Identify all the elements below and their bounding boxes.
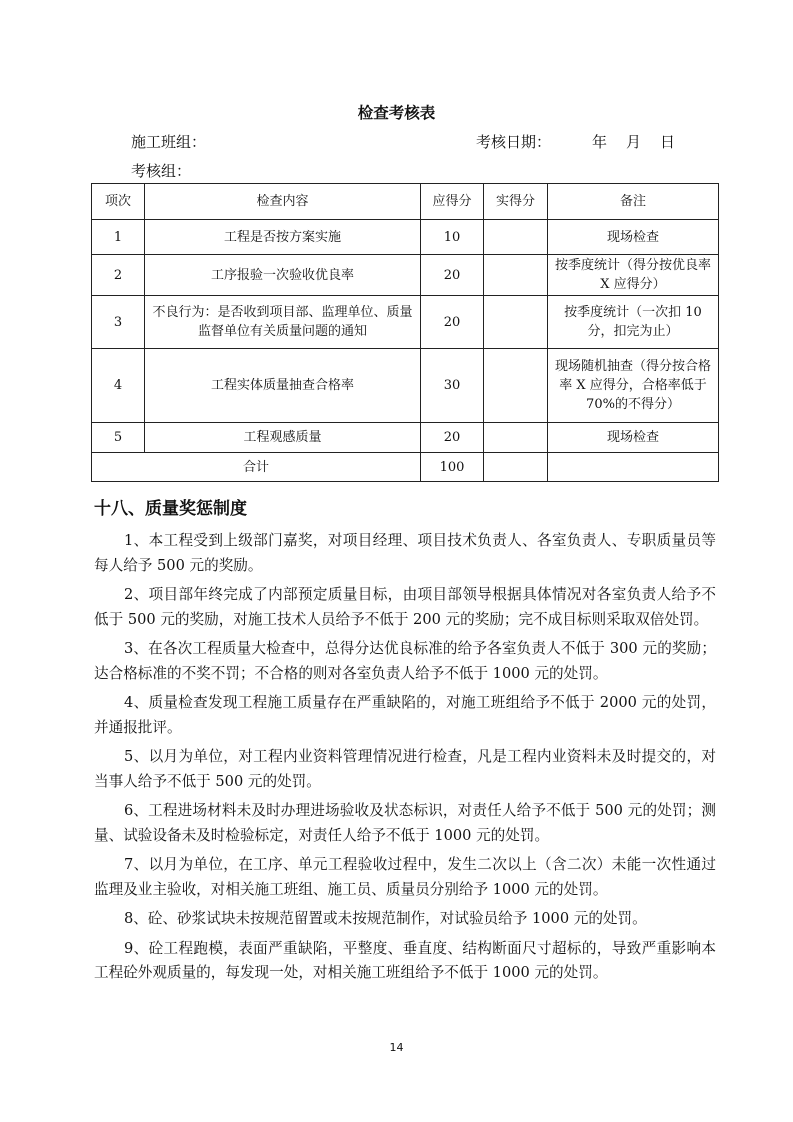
row-note: 现场随机抽查（得分按合格率 X 应得分，合格率低于 70%的不得分） bbox=[548, 349, 719, 423]
row-content: 工程实体质量抽查合格率 bbox=[145, 349, 421, 423]
row-score: 20 bbox=[421, 255, 484, 296]
table-header-row bbox=[92, 184, 719, 220]
table-row bbox=[92, 220, 719, 255]
row-content: 工程是否按方案实施 bbox=[145, 220, 421, 255]
row-note: 现场检查 bbox=[548, 220, 719, 255]
team-label: 施工班组： bbox=[131, 133, 207, 151]
table-row bbox=[92, 255, 719, 296]
total-label: 合计 bbox=[92, 453, 421, 482]
row-no: 2 bbox=[92, 255, 145, 296]
row-actual bbox=[484, 296, 548, 349]
col-header-no: 项次 bbox=[92, 184, 145, 220]
rules-body bbox=[94, 529, 716, 991]
date-label: 考核日期： bbox=[476, 133, 552, 151]
table-title: 检查考核表 bbox=[357, 103, 436, 122]
col-header-actual: 实得分 bbox=[484, 184, 548, 220]
date-year: 年 bbox=[592, 133, 608, 151]
date-day: 日 bbox=[660, 133, 676, 151]
paragraph: 8、砼、砂浆试块未按规范留置或未按规范制作，对试验员给予 1000 元的处罚。 bbox=[124, 910, 647, 927]
paragraph: 9、砼工程跑模，表面严重缺陷，平整度、垂直度、结构断面尺寸超标的，导致严重影响本工程砼外观质量的，每发现一处，对相关施工班组给予不低于 1000 元的处罚。 bbox=[94, 939, 716, 981]
row-actual bbox=[484, 349, 548, 423]
paragraph: 2、项目部年终完成了内部预定质量目标，由项目部领导根据具体情况对各室负责人给予不低于 500 元的奖励，对施工技术人员给予不低于 200 元的奖励；完不成目标则采取双倍处罚。 bbox=[94, 586, 716, 628]
table-row bbox=[92, 296, 719, 349]
row-content: 不良行为：是否收到项目部、监理单位、质量监督单位有关质量问题的通知 bbox=[145, 296, 421, 349]
section-title: 十八、质量奖惩制度 bbox=[94, 499, 247, 519]
total-score: 100 bbox=[421, 453, 484, 482]
table-total-row bbox=[92, 453, 719, 482]
date-month: 月 bbox=[626, 133, 642, 151]
row-content: 工程观感质量 bbox=[145, 423, 421, 453]
row-no: 3 bbox=[92, 296, 145, 349]
total-actual bbox=[484, 453, 548, 482]
row-actual bbox=[484, 220, 548, 255]
total-note bbox=[548, 453, 719, 482]
row-score: 20 bbox=[421, 296, 484, 349]
row-note: 现场检查 bbox=[548, 423, 719, 453]
page-number: 14 bbox=[389, 1041, 404, 1054]
paragraph: 7、以月为单位，在工序、单元工程验收过程中，发生二次以上（含二次）未能一次性通过监理及业主验收，对相关施工班组、施工员、质量员分别给予 1000 元的处罚。 bbox=[94, 856, 716, 898]
row-no: 5 bbox=[92, 423, 145, 453]
paragraph: 3、在各次工程质量大检查中，总得分达优良标准的给予各室负责人不低于 300 元的奖励；达合格标准的不奖不罚；不合格的则对各室负责人给予不低于 1000 元的处罚。 bbox=[94, 640, 716, 682]
row-score: 30 bbox=[421, 349, 484, 423]
col-header-score: 应得分 bbox=[421, 184, 484, 220]
col-header-content: 检查内容 bbox=[145, 184, 421, 220]
row-no: 4 bbox=[92, 349, 145, 423]
paragraph: 6、工程进场材料未及时办理进场验收及状态标识，对责任人给予不低于 500 元的处罚；测量、试验设备未及时检验标定，对责任人给予不低于 1000 元的处罚。 bbox=[94, 802, 716, 844]
row-score: 20 bbox=[421, 423, 484, 453]
table-row bbox=[92, 349, 719, 423]
group-label: 考核组： bbox=[131, 162, 192, 180]
row-actual bbox=[484, 423, 548, 453]
table-row bbox=[92, 423, 719, 453]
row-note: 按季度统计（得分按优良率 X 应得分） bbox=[548, 255, 719, 296]
paragraph: 1、本工程受到上级部门嘉奖，对项目经理、项目技术负责人、各室负责人、专职质量员等每人给予 500 元的奖励。 bbox=[94, 532, 716, 574]
row-content: 工序报验一次验收优良率 bbox=[145, 255, 421, 296]
row-score: 10 bbox=[421, 220, 484, 255]
inspection-table bbox=[91, 183, 719, 482]
paragraph: 4、质量检查发现工程施工质量存在严重缺陷的，对施工班组给予不低于 2000 元的处罚，并通报批评。 bbox=[94, 694, 716, 736]
paragraph: 5、以月为单位，对工程内业资料管理情况进行检查，凡是工程内业资料未及时提交的，对当事人给予不低于 500 元的处罚。 bbox=[94, 748, 716, 790]
row-no: 1 bbox=[92, 220, 145, 255]
col-header-note: 备注 bbox=[548, 184, 719, 220]
row-note: 按季度统计（一次扣 10 分，扣完为止） bbox=[548, 296, 719, 349]
row-actual bbox=[484, 255, 548, 296]
